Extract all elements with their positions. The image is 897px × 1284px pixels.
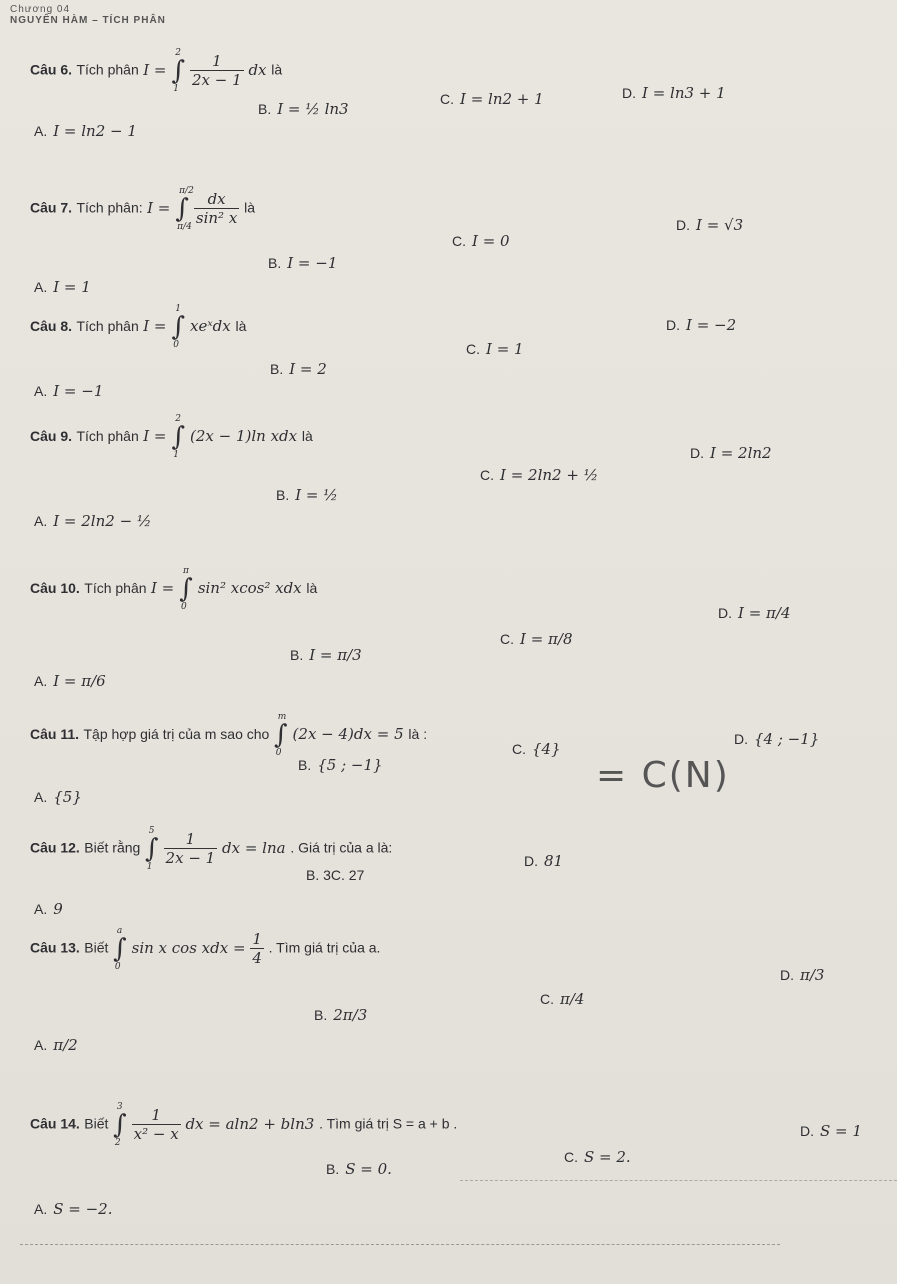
option-b[interactable] [270,360,327,378]
option-c[interactable] [452,232,510,250]
option-d[interactable] [734,730,819,748]
option-a[interactable] [34,382,103,400]
formula-body: (2x − 1)ln xdx [190,427,298,445]
question-text: Tích phân [76,428,139,444]
option-letter: C. [564,1149,578,1165]
question-label: Câu 11. [30,726,80,742]
option-value: I = ½ [295,486,338,504]
question-8 [30,304,247,350]
question-tail: . Tìm giá trị của a. [268,939,381,956]
question-tail: là [271,61,283,78]
page-header [10,4,166,26]
fraction-numerator: dx [194,190,239,209]
question-tail: là [301,428,313,444]
divider-line [20,1244,780,1245]
fraction-denominator: 2x − 1 [192,71,242,89]
fraction-denominator: 4 [252,949,262,967]
fraction-denominator: x² − x [133,1125,179,1143]
option-letter: A. [34,1037,48,1053]
option-letter: D. [622,85,636,101]
integral-sign: 1 ∫ 0 [171,304,185,350]
option-value: I = −1 [53,382,104,400]
option-letter: D. [690,445,704,461]
option-value: I = ln3 + 1 [642,84,726,102]
option-letter: A. [34,513,48,529]
option-value: I = ln2 − 1 [53,122,137,140]
question-text: Tích phân [76,318,139,334]
option-b[interactable] [314,1006,367,1024]
formula [143,47,271,94]
option-value: I = π/6 [53,672,106,690]
option-letter: C. [540,991,554,1007]
option-a[interactable] [34,1036,78,1054]
option-b-c[interactable] [306,866,370,884]
option-value: I = 1 [53,278,91,296]
option-letter: B. [276,487,290,503]
integral-upper: 5 [148,825,155,836]
fraction [250,930,264,967]
option-d[interactable] [666,316,736,334]
fraction-numerator: 1 [132,1106,181,1125]
formula [150,566,306,612]
question-10 [30,566,318,612]
option-value: 2π/3 [333,1006,368,1024]
option-letter: B. [268,255,282,271]
fraction-numerator: 1 [164,830,218,849]
fraction-denominator: 2x − 1 [165,849,216,867]
divider-line [460,1180,897,1181]
question-tail: là [244,199,255,216]
option-c[interactable] [466,340,524,358]
option-c[interactable] [440,90,544,108]
fraction [132,1106,181,1143]
option-letter: D. [524,853,538,869]
option-value: I = π/8 [520,630,573,648]
integral-upper: 3 [116,1101,123,1112]
option-c[interactable] [564,1148,631,1166]
option-a[interactable] [34,278,91,296]
integral-upper: 2 [175,414,181,424]
option-letter: B. 3C. 27 [306,867,365,883]
option-letter: C. [466,341,480,357]
question-text: Tập hợp giá trị của m sao cho [83,726,270,742]
integral-sign: 3 ∫ 2 [113,1101,127,1148]
formula [113,925,269,972]
integral-lower: π/4 [177,221,192,232]
handwritten-note: = C(N) [596,755,730,796]
option-b[interactable] [298,756,383,774]
option-value: {5} [53,788,82,806]
option-value: I = ½ ln3 [277,100,349,118]
option-value: π/2 [53,1036,78,1054]
integral-sign: 2 ∫ 1 [171,47,185,94]
option-value: I = 2ln2 − ½ [53,512,152,530]
question-label: Câu 10. [30,580,80,596]
question-tail: . Tìm giá trị S = a + b . [319,1115,458,1132]
integral-sign: 2 ∫ 1 [171,414,185,460]
option-value: I = 1 [486,340,524,358]
option-letter: B. [270,361,284,377]
formula-body: sin² xcos² xdx [197,579,302,597]
option-value: {4} [532,740,561,758]
question-label: Câu 13. [30,939,80,956]
integral-sign: π/2 ∫ π/4 [175,185,194,232]
question-tail: . Giá trị của a là: [290,839,393,856]
formula-body: (2x − 4)dx = 5 [292,725,404,743]
integral-upper: π/2 [179,185,194,196]
option-value: I = 2 [289,360,327,378]
formula-lhs: I = [143,317,167,335]
option-a[interactable] [34,122,137,140]
option-d[interactable] [622,84,726,102]
option-d[interactable] [524,852,563,870]
option-letter: A. [34,673,48,689]
option-letter: A. [34,789,48,805]
integral-lower: 0 [173,340,179,350]
option-letter: D. [780,967,794,983]
formula-body: xeˣdx [190,317,231,335]
option-b[interactable] [326,1160,392,1178]
option-value: S = 0. [345,1160,392,1178]
option-letter: D. [666,317,680,333]
fraction [190,52,244,89]
question-text: Tích phân [76,61,139,78]
option-d[interactable] [690,444,772,462]
option-letter: A. [34,123,48,139]
integral-lower: 1 [173,450,179,460]
integral-lower: 2 [114,1137,121,1148]
question-text: Biết [84,939,109,956]
option-c[interactable] [500,630,573,648]
question-9 [30,414,313,460]
question-6 [30,47,283,94]
formula [113,1101,319,1148]
integral-upper: a [116,925,123,936]
option-letter: C. [512,741,526,757]
option-value: I = 2ln2 + ½ [500,466,599,484]
fraction [164,830,218,867]
option-letter: B. [298,757,312,773]
fraction-numerator: 1 [190,52,244,71]
integral-upper: 2 [175,47,181,58]
formula [273,712,409,758]
option-letter: A. [34,1201,48,1217]
question-label: Câu 9. [30,428,73,444]
option-value: I = π/3 [309,646,362,664]
option-value: π/3 [800,966,825,984]
question-text: Tích phân: [76,199,143,216]
formula [144,825,291,872]
option-letter: D. [734,731,748,747]
option-letter: D. [800,1123,814,1139]
option-d[interactable] [718,604,791,622]
option-value: I = −2 [686,316,737,334]
question-text: Biết [84,1115,109,1132]
option-letter: B. [290,647,304,663]
question-text: Tích phân [84,580,147,596]
integral-sign: a ∫ 0 [113,925,127,972]
option-letter: B. [326,1161,340,1177]
question-11 [30,712,428,758]
option-a[interactable] [34,788,82,806]
formula-dx: dx [248,60,267,79]
question-label: Câu 8. [30,318,73,334]
option-letter: A. [34,383,48,399]
option-value: I = 2ln2 [710,444,772,462]
option-a[interactable] [34,672,106,690]
option-a[interactable] [34,900,63,918]
integral-lower: 1 [146,861,153,872]
option-letter: C. [452,233,466,249]
option-letter: C. [440,91,454,107]
option-d[interactable] [800,1122,862,1140]
formula-lhs: I = [147,198,171,217]
formula [143,414,302,460]
option-letter: A. [34,901,48,917]
fraction-numerator: 1 [252,930,262,948]
integral-lower: 0 [114,961,121,972]
question-label: Câu 14. [30,1115,80,1132]
question-12 [30,825,393,872]
option-value: I = √3 [696,216,744,234]
integral-lower: 0 [275,748,282,758]
formula-dx: dx = aln2 + bln3 [185,1114,315,1133]
option-value: 81 [544,852,564,870]
formula [147,185,244,232]
option-letter: D. [676,217,690,233]
option-b[interactable] [258,100,349,118]
fraction-denominator: sin² x [195,209,238,227]
option-c[interactable] [480,466,598,484]
formula-dx: dx = lna [221,838,286,857]
option-b[interactable] [276,486,338,504]
option-b[interactable] [290,646,362,664]
option-letter: C. [480,467,494,483]
integral-sign: 5 ∫ 1 [144,825,159,872]
formula-body: sin x cos xdx = [131,938,251,957]
option-value: S = 2. [584,1148,631,1166]
integral-upper: m [277,712,287,722]
option-a[interactable] [34,1200,113,1218]
option-b[interactable] [268,254,337,272]
option-a[interactable] [34,512,151,530]
integral-sign: m ∫ 0 [273,712,288,758]
integral-lower: 1 [173,83,179,94]
option-value: I = −1 [287,254,338,272]
option-c[interactable] [540,990,584,1008]
question-label: Câu 6. [30,61,73,78]
formula [143,304,235,350]
integral-lower: 0 [181,602,187,612]
question-tail: là : [408,726,428,742]
option-letter: B. [258,101,272,117]
question-label: Câu 12. [30,839,80,856]
option-value: 9 [53,900,63,918]
integral-upper: 1 [175,304,181,314]
option-letter: D. [718,605,732,621]
question-tail: là [306,580,318,596]
question-text: Biết rằng [84,839,141,856]
option-value: I = π/4 [738,604,791,622]
question-label: Câu 7. [30,199,73,216]
chapter-label: Chương 04 [10,4,71,15]
chapter-title: NGUYÊN HÀM – TÍCH PHÂN [10,15,166,26]
option-d[interactable] [676,216,743,234]
option-value: {4 ; −1} [754,730,820,748]
question-7 [30,185,255,232]
integral-sign: π ∫ 0 [179,566,193,612]
formula-lhs: I = [150,579,175,597]
option-letter: A. [34,279,48,295]
integral-upper: π [183,566,189,576]
formula-lhs: I = [143,427,167,445]
option-value: π/4 [560,990,585,1008]
option-d[interactable] [780,966,824,984]
question-14 [30,1101,458,1148]
option-c[interactable] [512,740,561,758]
option-letter: B. [314,1007,328,1023]
option-value: I = ln2 + 1 [460,90,544,108]
option-value: S = 1 [820,1122,862,1140]
question-13 [30,925,381,972]
formula-lhs: I = [143,60,167,79]
option-value: {5 ; −1} [317,756,383,774]
option-value: S = −2. [53,1200,113,1218]
option-letter: C. [500,631,514,647]
fraction [194,190,239,227]
question-tail: là [235,318,247,334]
option-value: I = 0 [472,232,510,250]
